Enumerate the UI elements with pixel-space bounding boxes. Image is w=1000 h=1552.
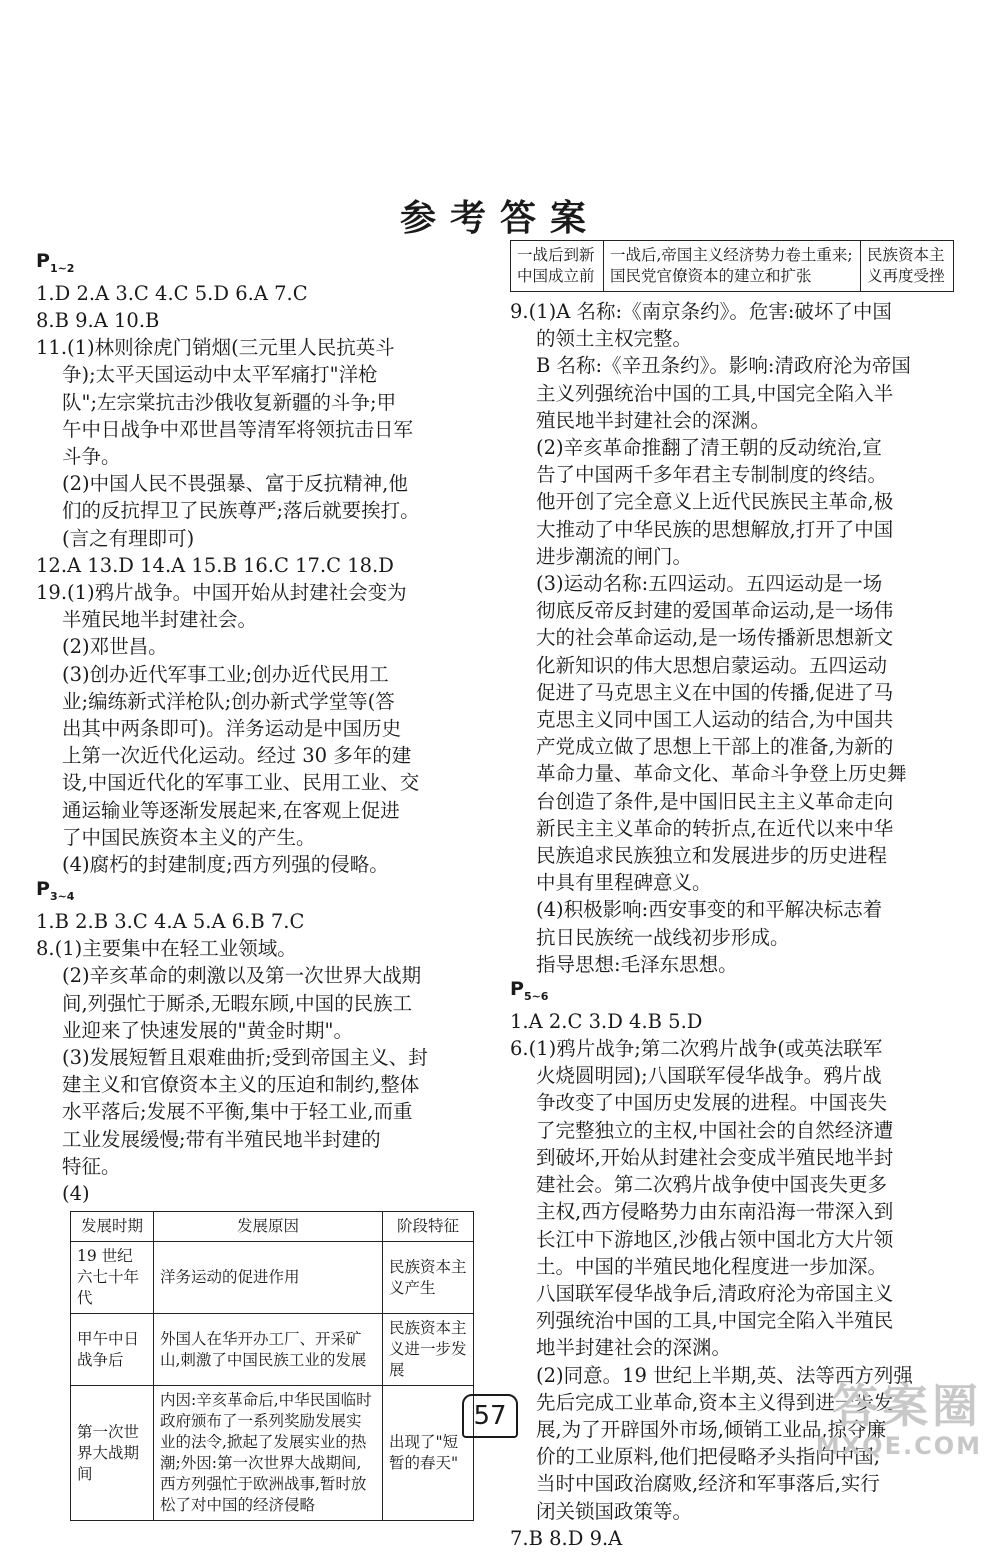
watermark-url: MXQE.COM	[815, 1432, 982, 1460]
answer-11: 11.(1)林则徐虎门销烟(三元里人民抗英斗 争);太平天国运动中太平军痛打"洋枪 队";左宗棠抗击沙俄收复新疆的斗争;甲 午中日战争中邓世昌等清军将领抗击日军 斗争。 (2)中国人民不畏强暴、富于反抗精神,他 们的反抗捍卫了民族尊严;落后就要挨打。 (言之有理即可)	[36, 336, 420, 550]
answer-19: 19.(1)鸦片战争。中国开始从封建社会变为 半殖民地半封建社会。 (2)邓世昌。 (3)创办近代军事工业;创办近代民用工 业;编练新式洋枪队;创办新式学堂等(答 出其中两条即可)。洋务运动是中国历史 上第一次近代化运动。经过 30 多年的建 设,中国近代化的军事工业、民用工业、交 通运输业等逐渐发展起来,在客观上促进 了中国民族资本主义的产生。 (4)腐朽的封建制度;西方列强的侵略。	[36, 581, 420, 877]
table-header-row: 发展时期 发展原因 阶段特征	[71, 1212, 474, 1242]
page-range-heading: $P_{1\sim 2}$	[36, 250, 75, 275]
development-table	[70, 1211, 474, 1521]
right-column	[510, 240, 954, 1552]
page-range-heading: $P_{3\sim 4}$	[36, 878, 75, 904]
answer-line: 1.B 2.B 3.C 4.A 5.A 6.B 7.C	[36, 910, 305, 934]
table-row: 一战后到新中国成立前 一战后,帝国主义经济势力卷土重来;国民党官僚资本的建立和扩张 民族资本主义再度受挫	[511, 241, 954, 292]
answer-line: 1.A 2.C 3.D 4.B 5.D	[510, 1009, 703, 1033]
table-row: 甲午中日战争后 外国人在华开办工厂、开采矿山,刺激了中国民族工业的发展 民族资本主义进一步发展	[71, 1314, 474, 1386]
answer-line: 8.B 9.A 10.B	[36, 309, 160, 332]
answer-9: 9.(1)A 名称:《南京条约》。危害:破坏了中国 的领土主权完整。 B 名称:《辛丑条约》。影响:清政府沦为帝国 主义列强统治中国的工具,中国完全陷入半 殖民地半封建社会的深渊。 (2)辛亥革命推翻了清王朝的反动统治,宣 告了中国两千多年君主专制制度的终结。 他开创了完全意义上近代民族民主革命,极 大推动了中华民族的思想解放,打开了中国 进步潮流的闸门。 (3)运动名称:五四运动。五四运动是一场 彻底反帝反封建的爱国革命运动,是一场伟 大的社会革命运动,是一场传播新思想新文 化新知识的伟大思想启蒙运动。五四运动 促进了马克思主义在中国的传播,促进了马 克思主义同中国工人运动的结合,为中国共 产党成立做了思想上干部上的准备,为新的 革命力量、革命文化、革命斗争登上历史舞 台创造了条件,是中国旧民主主义革命走向 新民主主义革命的转折点,在近代以来中华 民族追求民族独立和发展进步的历史进程 中具有里程碑意义。 (4)积极影响:西安事变的和平解决标志着 抗日民族统一战线初步形成。 指导思想:毛泽东思想。	[510, 300, 911, 976]
left-column	[36, 250, 476, 1521]
table-row: 19 世纪六七十年代 洋务运动的促进作用 民族资本主义产生	[71, 1242, 474, 1314]
answer-6: 6.(1)鸦片战争;第二次鸦片战争(或英法联军 火烧圆明园);八国联军侵华战争。鸦片战 争改变了中国历史发展的进程。中国丧失 了完整独立的主权,中国社会的自然经济遭 到破坏,开始从封建社会变成半殖民地半封 建社会。第二次鸦片战争使中国丧失更多 主权,西方侵略势力由东南沿海一带深入到 长江中下游地区,沙俄占领中国北方大片领 土。中国的半殖民地化程度进一步加深。 八国联军侵华战争后,清政府沦为帝国主义 列强统治中国的工具,中国完全陷入半殖民 地半封建社会的深渊。 (2)同意。19 世纪上半期,英、法等西方列强 先后完成工业革命,资本主义得到进一步发 展,为了开辟国外市场,倾销工业品,掠夺廉 价的工业原料,他们把侵略矛头指向中国; 当时中国政治腐败,经济和军事落后,实行 闭关锁国政策等。	[510, 1037, 913, 1523]
table-row: 第一次世界大战期间 内因:辛亥革命后,中华民国临时政府颁布了一系列奖励发展实业的法令,掀起了发展实业的热潮;外因:第一次世界大战期间,西方列强忙于欧洲战事,暂时放松了对中国的经济侵略 出现了"短暂的春天"	[71, 1386, 474, 1521]
page-range-heading: $P_{5\sim 6}$	[510, 978, 549, 1003]
watermark-text: 答案圈	[832, 1379, 982, 1433]
page-title: 参考答案	[399, 198, 600, 239]
answer-8: 8.(1)主要集中在轻工业领域。 (2)辛亥革命的刺激以及第一次世界大战期 间,列强忙于厮杀,无暇东顾,中国的民族工 业迎来了快速发展的"黄金时期"。 (3)发展短暂且艰难曲折;受到帝国主义、封 建主义和官僚资本主义的压迫和制约,整体 水平落后;发展不平衡,集中于轻工业,而重 工业发展缓慢;带有半殖民地半封建的 特征。 (4)	[36, 937, 428, 1206]
development-table-continued	[510, 240, 954, 292]
page-number: 57	[462, 1394, 518, 1438]
answer-line: 7.B 8.D 9.A	[510, 1526, 623, 1550]
watermark-logo	[816, 1380, 982, 1460]
answer-line: 12.A 13.D 14.A 15.B 16.C 17.C 18.D	[36, 553, 394, 577]
answer-line: 1.D 2.A 3.C 4.C 5.D 6.A 7.C	[36, 281, 308, 305]
